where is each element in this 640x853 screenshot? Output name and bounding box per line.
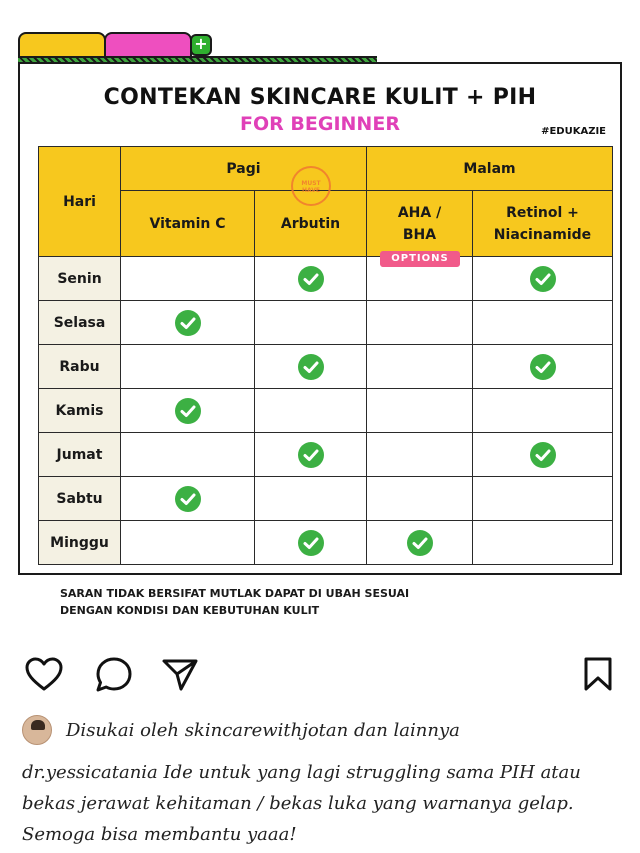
heart-icon[interactable]	[24, 655, 64, 695]
schedule-cell	[121, 389, 255, 433]
check-icon	[174, 397, 202, 425]
liked-text[interactable]: Disukai oleh skincarewithjotan dan lainnya	[66, 719, 460, 741]
yellow-tab	[18, 32, 106, 58]
schedule-cell	[255, 433, 367, 477]
schedule-cell	[121, 301, 255, 345]
column-header-line1: AHA /	[397, 204, 442, 221]
schedule-cell	[473, 477, 613, 521]
share-icon[interactable]	[160, 655, 200, 695]
stamp-text: MUST HAVE	[301, 180, 321, 194]
column-header-line2: Niacinamide	[493, 226, 592, 243]
check-icon	[297, 441, 325, 469]
caption-line-2: bekas jerawat kehitaman / bekas luka yang warnanya gelap.	[22, 793, 574, 814]
note-line-1: SARAN TIDAK BERSIFAT MUTLAK DAPAT DI UBAH SESUAI	[60, 587, 410, 600]
schedule-cell	[255, 389, 367, 433]
bookmark-icon[interactable]	[578, 655, 618, 695]
day-cell: Senin	[39, 257, 121, 301]
schedule-cell	[367, 521, 473, 565]
card-subtitle: FOR BEGINNER	[240, 113, 400, 135]
schedule-cell	[473, 345, 613, 389]
day-cell: Kamis	[39, 389, 121, 433]
schedule-cell	[255, 521, 367, 565]
check-icon	[529, 441, 557, 469]
column-header-line1: Retinol +	[506, 204, 579, 221]
must-have-stamp	[291, 166, 331, 206]
schedule-cell	[121, 345, 255, 389]
header-hari: Hari	[39, 147, 121, 257]
plus-icon: +	[190, 34, 212, 56]
schedule-cell	[367, 345, 473, 389]
header-malam: Malam	[367, 147, 613, 191]
day-cell: Selasa	[39, 301, 121, 345]
day-cell: Jumat	[39, 433, 121, 477]
column-header-3	[367, 191, 473, 257]
caption-line-1: dr.yessicatania Ide untuk yang lagi struggling sama PIH atau	[22, 762, 581, 783]
table-row	[39, 301, 613, 345]
table-row	[39, 477, 613, 521]
table-row	[39, 433, 613, 477]
schedule-cell	[121, 521, 255, 565]
day-cell: Rabu	[39, 345, 121, 389]
day-cell: Minggu	[39, 521, 121, 565]
table-row	[39, 257, 613, 301]
schedule-cell	[367, 389, 473, 433]
check-icon	[174, 485, 202, 513]
schedule-cell	[255, 257, 367, 301]
schedule-cell	[121, 477, 255, 521]
check-icon	[297, 529, 325, 557]
check-icon	[297, 353, 325, 381]
schedule-cell	[255, 301, 367, 345]
check-icon	[297, 265, 325, 293]
avatar[interactable]	[22, 715, 52, 745]
check-icon	[529, 353, 557, 381]
card-title: CONTEKAN SKINCARE KULIT + PIH	[103, 85, 537, 110]
column-header-line2: BHA	[402, 226, 437, 243]
schedule-cell	[255, 345, 367, 389]
schedule-cell	[121, 433, 255, 477]
post-caption	[22, 757, 622, 850]
schedule-cell	[255, 477, 367, 521]
hashtag: #EDUKAZIE	[541, 126, 606, 137]
liked-by	[22, 714, 460, 746]
check-icon	[406, 529, 434, 557]
schedule-cell	[473, 257, 613, 301]
day-cell: Sabtu	[39, 477, 121, 521]
schedule-cell	[473, 433, 613, 477]
schedule-cell	[367, 433, 473, 477]
column-header-line1: Vitamin C	[149, 215, 226, 232]
note-line-2: DENGAN KONDISI DAN KEBUTUHAN KULIT	[60, 604, 320, 617]
caption-line-3: Semoga bisa membantu yaaa!	[22, 824, 297, 845]
options-badge: OPTIONS	[380, 251, 460, 267]
post-actions	[0, 655, 640, 699]
disclaimer-note	[60, 585, 409, 619]
schedule-cell	[367, 477, 473, 521]
table-row	[39, 345, 613, 389]
schedule-table	[38, 146, 613, 565]
skincare-card	[18, 62, 622, 575]
table-row	[39, 521, 613, 565]
pink-tab	[104, 32, 192, 58]
column-header-4	[473, 191, 613, 257]
column-header-1	[121, 191, 255, 257]
schedule-cell	[473, 389, 613, 433]
column-header-line1: Arbutin	[280, 215, 341, 232]
schedule-cell	[367, 301, 473, 345]
schedule-cell	[121, 257, 255, 301]
check-icon	[174, 309, 202, 337]
schedule-cell	[473, 301, 613, 345]
schedule-cell	[473, 521, 613, 565]
header-pagi: Pagi	[121, 147, 367, 191]
table-row	[39, 389, 613, 433]
comment-icon[interactable]	[94, 655, 134, 695]
check-icon	[529, 265, 557, 293]
